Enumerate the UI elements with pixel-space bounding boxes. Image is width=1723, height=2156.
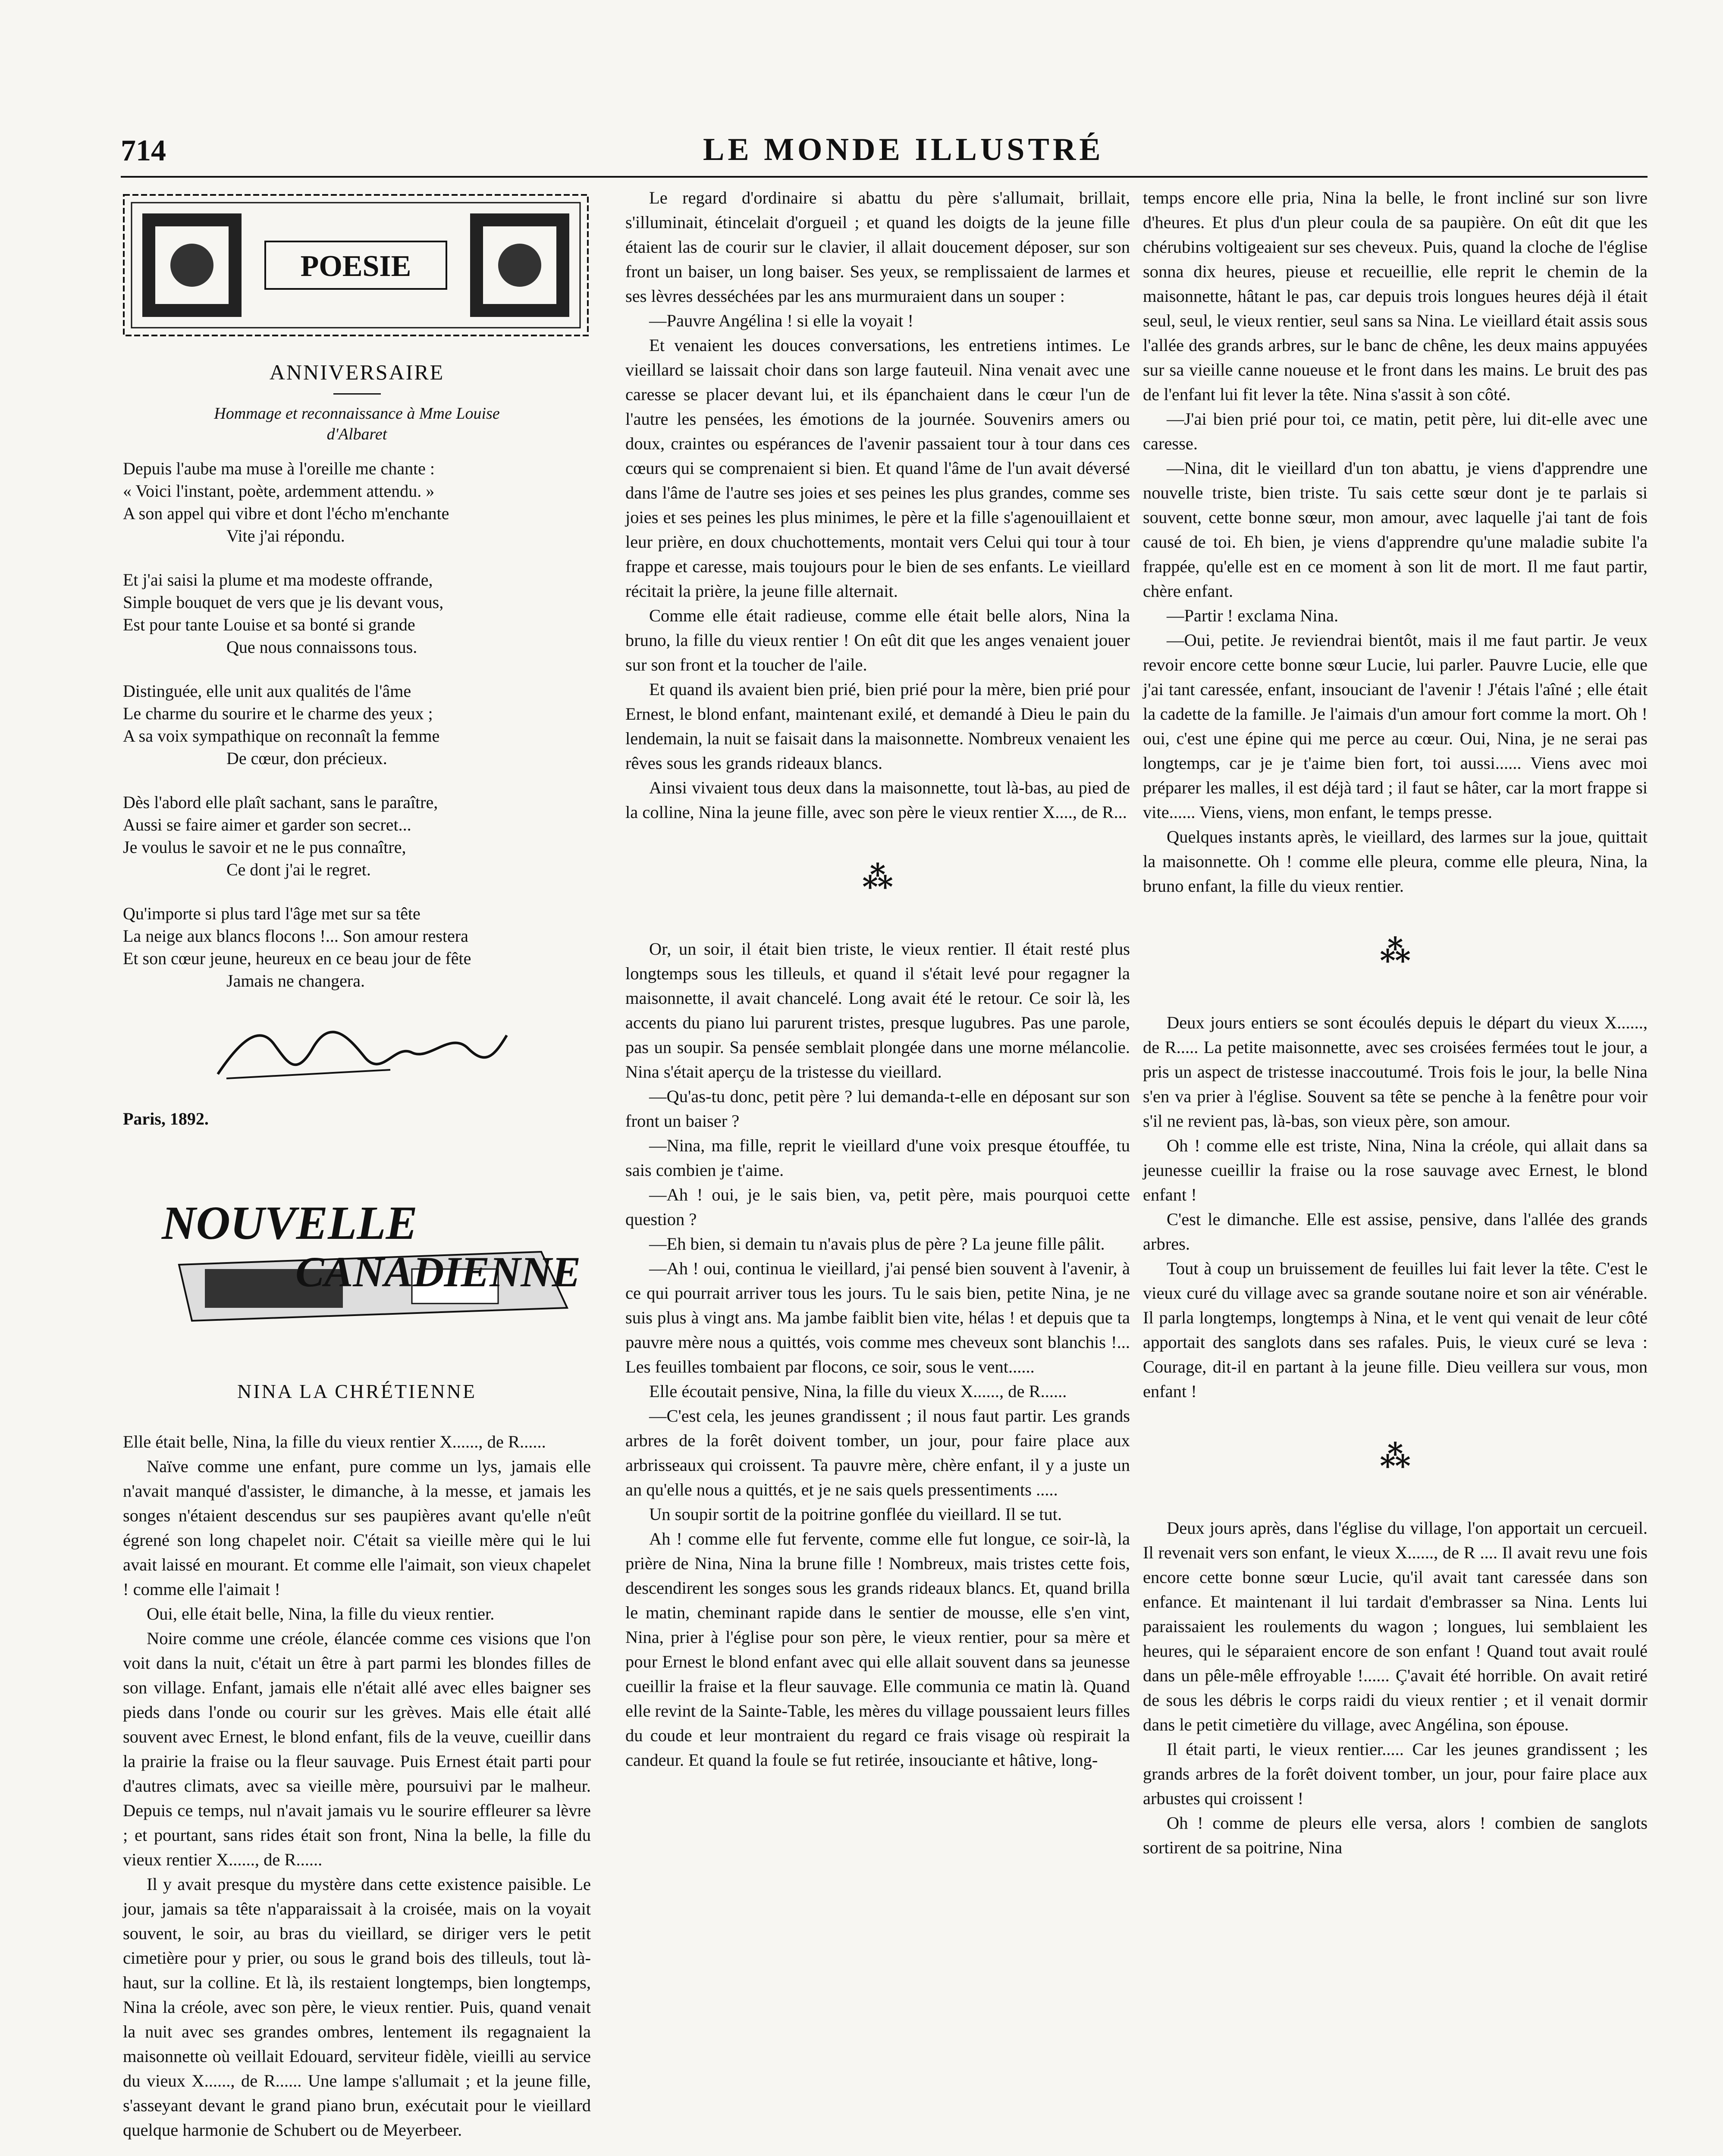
paragraph: Ah ! comme elle fut fervente, comme elle fut longue, ce soir-là, la prière de Nina, Nina la brune fille ! Nombreux, mais tristes cette fois, descendirent les songes sous les grands rideaux blancs. Et, quand brilla le matin, cheminant rapide dans le sentier de mousse, elle s'en vint, Nina, prier à l'église pour son père, le vieux rentier, pour sa mère et pour Ernest le blond enfant avec qui elle allait souvent dans sa jeunesse cueillir la fraise et la fleur sauvage. Elle communia ce matin là. Quand elle revint de la Sainte-Table, les mères du village poussaient leurs filles du coude et leur montraient du regard ce frais visage où respirait la candeur. Et quand la foule se fut retirée, insouciante et hâtive, long-	[625, 1529, 1130, 1770]
title-rule	[333, 393, 381, 395]
poesie-label: POESIE	[300, 250, 411, 283]
paragraph: Deux jours après, dans l'église du village, l'on apportait un cercueil. Il revenait vers son enfant, le vieux X......, de R .... Il avait revu une fois encore cette bonne sœur Lucie, qu'il avait tant caressée dans son enfance. Et maintenant il lui tardait d'embrasser sa Nina. Lents lui paraissaient les roulements du wagon ; longues, lui semblaient les heures, qui le séparaient encore de son enfant ! Quand tout avait roulé dans un pêle-mêle effroyable !...... Ç'avait été horrible. On avait retiré de sous les débris le corps raidi du vieux rentier ; et il venait dormir dans le petit cimetière du village, avec Angélina, son épouse.	[1143, 1518, 1648, 1734]
section-break-stars: ⁂	[862, 862, 893, 895]
paragraph: —J'ai bien prié pour toi, ce matin, petit père, lui dit-elle avec une caresse.	[1143, 409, 1648, 453]
page-header	[121, 125, 1648, 177]
paragraph: —Pauvre Angélina ! si elle la voyait !	[649, 311, 913, 330]
paragraph: —Nina, dit le vieillard d'un ton abattu, je viens d'apprendre une nouvelle triste, bien triste. Tu sais cette sœur dont je te parlais si souvent, cette bonne sœur, mon amour, avec laquelle j'ai tant de fois causé de toi. Eh bien, je viens d'apprendre qu'une maladie subite l'a frappée, qu'elle est en ce moment à son lit de mort. Il me faut partir, chère enfant.	[1143, 458, 1648, 601]
paragraph: Oh ! comme de pleurs elle versa, alors ! combien de sanglots sortirent de sa poitrine, Nina	[1143, 1813, 1648, 1857]
poem-stanza: Dès l'abord elle plaît sachant, sans le paraître, Aussi se faire aimer et garder son secret... Je voulus le savoir et ne le pus connaître, Ce dont j'ai le regret.	[123, 793, 438, 879]
poem-stanza: Depuis l'aube ma muse à l'oreille me chante : « Voici l'instant, poète, ardemment attendu. » A son appel qui vibre et dont l'écho m'enchante Vite j'ai répondu.	[123, 459, 449, 545]
paragraph: temps encore elle pria, Nina la belle, le front incliné sur son livre d'heures. Et plus d'un pleur coula de sa paupière. On eût dit que les chérubins voltigeaient sur ses cheveux. Puis, quand la cloche de l'église sonna dix heures, pieuse et recueillie, elle reprit le chemin de la maisonnette, hâtant le pas, car depuis trois longues heures déjà il était seul, seul, le vieux rentier, seul sans sa Nina. Le vieillard était assis sous l'allée des grands arbres, sur le banc de chêne, les deux mains appuyées sur sa vieille canne noueuse et le front dans les mains. Le bruit des pas de l'enfant lui fit lever la tête. Nina s'assit à son côté.	[1143, 188, 1648, 404]
journal-title: LE MONDE ILLUSTRÉ	[703, 132, 1104, 167]
poem-dedication: Hommage et reconnaissance à Mme Louise d'Albaret	[214, 404, 500, 443]
poem-stanza: Qu'importe si plus tard l'âge met sur sa tête La neige aux blancs flocons !... Son amour restera Et son cœur jeune, heureux en ce beau jour de fête Jamais ne changera.	[123, 904, 471, 990]
column-3	[1143, 185, 1648, 1860]
paragraph: Elle était belle, Nina, la fille du vieux rentier X......, de R......	[123, 1432, 546, 1451]
paragraph: Et venaient les douces conversations, les entretiens intimes. Le vieillard se laissait choir dans son large fauteuil. Nina venait avec une caresse se placer devant lui, et ils épanchaient dans le cœur l'un de l'autre les pensées, les émotions de la journée. Souvenirs amers ou doux, craintes ou espérances de l'avenir passaient tour à tour dans ces cœurs qui se comprenaient si bien. Et quand l'âme de l'un avait déversé dans l'âme de l'autre ses joies et ses peines les plus grandes, comme ses joies et ses peines les plus minimes, le père et la fille s'agenouillaient et leur prière, en doux chuchottements, montait vers Celui qui tour à tour frappe et caresse, mais toujours pour le bien de ses enfants. Le vieillard récitait la prière, la jeune fille alternait.	[625, 335, 1130, 601]
paragraph: Deux jours entiers se sont écoulés depuis le départ du vieux X......, de R..... La petite maisonnette, avec ses croisées fermées tout le jour, a pris un aspect de tristesse inaccoutumé. Trois fois le jour, la belle Nina s'en va prier à l'église. Souvent sa tête se penche à la fenêtre pour voir s'il ne revient pas, là-bas, son vieux père, son amour.	[1143, 1013, 1648, 1131]
paragraph: —Qu'as-tu donc, petit père ? lui demanda-t-elle en déposant sur son front un baiser ?	[625, 1087, 1130, 1131]
paragraph: Oui, elle était belle, Nina, la fille du vieux rentier.	[147, 1604, 495, 1623]
poem-title: ANNIVERSAIRE	[269, 360, 445, 384]
paragraph: Un soupir sortit de la poitrine gonflée du vieillard. Il se tut.	[649, 1504, 1062, 1524]
poesie-banner	[123, 194, 589, 336]
section-break-stars: ⁂	[1380, 1441, 1411, 1474]
canadienne-label: CANADIENNE	[295, 1248, 581, 1296]
paragraph: Noire comme une créole, élancée comme ces visions que l'on voit dans la nuit, c'était un être à part parmi les blondes filles de son village. Enfant, jamais elle n'était allé avec elles baigner ses pieds dans l'onde ou courir sur les grèves. Mais elle était allé souvent avec Ernest, le blond enfant, fils de la veuve, cueillir dans la prairie la fraise ou la fleur sauvage. Puis Ernest était parti pour d'autres climats, avec sa vieille mère, poursuivi par le malheur. Depuis ce temps, nul n'avait jamais vu le sourire effleurer sa lèvre ; et pourtant, sans rides était son front, Nina la belle, la fille du vieux rentier X......, de R......	[123, 1629, 591, 1869]
paragraph: Tout à coup un bruissement de feuilles lui fait lever la tête. C'est le vieux curé du village avec sa grande soutane noire et son air vénérable. Il parla longtemps, longtemps à Nina, et le vent qui venait de leur côté apportait des sanglots dans ses rafales. Puis, le vieux curé se leva : Courage, dit-il en partant à la jeune fille. Dieu veillera sur vous, mon enfant !	[1143, 1259, 1648, 1401]
paragraph: —C'est cela, les jeunes grandissent ; il nous faut partir. Les grands arbres de la forêt doivent tomber, un jour, pour faire place aux arbrisseaux qui croissent. Ta pauvre mère, chère enfant, il y a juste un an qu'elle nous a quittés, et je ne sais quels pressentiments .....	[625, 1406, 1130, 1499]
page-number: 714	[121, 134, 166, 167]
paragraph: Le regard d'ordinaire si abattu du père s'allumait, brillait, s'illuminait, étincelait d'orgueil ; et quand les doigts de la jeune fille étaient las de courir sur le clavier, il allait doucement déposer, sur son front un baiser, un long baiser. Ses yeux, se remplissaient de larmes et ses lèvres desséchées par les ans murmuraient dans un souper :	[625, 188, 1130, 306]
paragraph: —Ah ! oui, je le sais bien, va, petit père, mais pourquoi cette question ?	[625, 1185, 1130, 1229]
column-2	[625, 185, 1130, 1772]
paragraph: Quelques instants après, le vieillard, des larmes sur la joue, quittait la maisonnette. Oh ! comme elle pleura, comme elle pleura, Nina, la bruno enfant, la fille du vieux rentier.	[1143, 827, 1648, 896]
paragraph: Oh ! comme elle est triste, Nina, Nina la créole, qui allait dans sa jeunesse cueillir la fraise ou la rose sauvage avec Ernest, le blond enfant !	[1143, 1136, 1648, 1204]
paragraph: Or, un soir, il était bien triste, le vieux rentier. Il était resté plus longtemps sous les tilleuls, et quand il s'était levé pour regagner la maisonnette, il avait chancelé. Long avait été le retour. Ce soir là, les accents du piano lui parurent tristes, presque lugubres. Pas une parole, pas un soupir. Sa pensée semblait plongée dans une morne mélancolie. Nina s'était aperçu de la tristesse du vieillard.	[625, 939, 1130, 1081]
paragraph: —Oui, petite. Je reviendrai bientôt, mais il me faut partir. Je veux revoir encore cette bonne sœur Lucie, lui parler. Pauvre Lucie, elle que j'ai tant caressée, enfant, insouciant de l'avenir ! J'étais l'aîné ; elle était la cadette de la famille. Je l'aimais d'un amour fort comme la mort. Oh ! oui, c'est une épine qui me perce au cœur. Oui, Nina, je ne serai pas longtemps, car je je t'aime bien fort, toi aussi...... Viens avec moi préparer les malles, il est déjà tard ; il faut se hâter, car la mort frappe si vite...... Viens, viens, mon enfant, le temps presse.	[1143, 630, 1648, 822]
paragraph: Comme elle était radieuse, comme elle était belle alors, Nina la bruno, la fille du vieux rentier ! On eût dit que les anges venaient jouer sur son front et la toucher de l'aile.	[625, 606, 1130, 674]
nouvelle-label: NOUVELLE	[162, 1197, 417, 1249]
paragraph: Il était parti, le vieux rentier..... Car les jeunes grandissent ; les grands arbres de la forêt doivent tomber, un jour, pour faire place aux arbustes qui croissent !	[1143, 1739, 1648, 1808]
paragraph: Il y avait presque du mystère dans cette existence paisible. Le jour, jamais sa tête n'apparaissait à la croisée, mais on la voyait souvent, le soir, au bras du vieillard, se diriger vers le petit cimetière pour y prier, ou sous le grand bois des tilleuls, tout là-haut, sur la colline. Et là, ils restaient longtemps, bien longtemps, Nina la créole, avec son père, le vieux rentier. Puis, quand venait la nuit avec ses grandes ombres, lentement ils regagnaient la maisonnette où veillait Edouard, serviteur fidèle, vieilli au service du vieux X......, de R...... Une lampe s'allumait ; et la jeune fille, s'asseyant devant le grand piano brun, exécutait pour le vieillard quelque harmonie de Schubert ou de Meyerbeer.	[123, 1874, 591, 2140]
paragraph: Elle écoutait pensive, Nina, la fille du vieux X......, de R......	[649, 1382, 1067, 1401]
column-1	[123, 185, 591, 2142]
story-title: NINA LA CHRÉTIENNE	[237, 1380, 477, 1402]
signature-image	[209, 1018, 511, 1087]
paragraph: Naïve comme une enfant, pure comme un lys, jamais elle n'avait manqué d'assister, le dimanche, à la messe, et jamais les songes n'étaient descendus sur ses paupières avant qu'elle n'eût égrené son long chapelet noir. C'était sa vieille mère qui le lui avait laissé en mourant. Et comme elle l'aimait, son vieux chapelet ! comme elle l'aimait !	[123, 1457, 591, 1599]
header-rule	[121, 176, 1648, 178]
poem-dateline: Paris, 1892.	[123, 1109, 209, 1128]
nouvelle-canadienne-banner	[153, 1183, 584, 1325]
paragraph: —Eh bien, si demain tu n'avais plus de père ? La jeune fille pâlit.	[649, 1234, 1105, 1253]
paragraph: C'est le dimanche. Elle est assise, pensive, dans l'allée des grands arbres.	[1143, 1210, 1648, 1253]
poem-stanza: Distinguée, elle unit aux qualités de l'âme Le charme du sourire et le charme des yeux ; A sa voix sympathique on reconnaît la femme De cœur, don précieux.	[123, 681, 440, 768]
paragraph: —Partir ! exclama Nina.	[1167, 606, 1339, 625]
poem-stanza: Et j'ai saisi la plume et ma modeste offrande, Simple bouquet de vers que je lis devant vous, Est pour tante Louise et sa bonté si grande Que nous connaissons tous.	[123, 570, 444, 657]
paragraph: —Nina, ma fille, reprit le vieillard d'une voix presque étouffée, tu sais combien je t'aime.	[625, 1136, 1130, 1180]
paragraph: Et quand ils avaient bien prié, bien prié pour la mère, bien prié pour Ernest, le blond enfant, maintenant exilé, et demandé à Dieu le pain du lendemain, la nuit se faisait dans la maisonnette. Nombreux venaient les rêves sous les grands rideaux blancs.	[625, 680, 1130, 773]
paragraph: Ainsi vivaient tous deux dans la maisonnette, tout là-bas, au pied de la colline, Nina la jeune fille, avec son père le vieux rentier X...., de R...	[625, 778, 1130, 822]
paragraph: —Ah ! oui, continua le vieillard, j'ai pensé bien souvent à l'avenir, à ce qui pourrait arriver tous les jours. Tu le sais bien, petite Nina, je ne suis plus à vingt ans. Ma jambe faiblit bien vite, hélas ! et depuis que ta pauvre mère nous a quittés, vois comme mes cheveux sont blanchis !... Les feuilles tombaient par flocons, ce soir, sous le vent......	[625, 1259, 1130, 1376]
section-break-stars: ⁂	[1380, 935, 1411, 968]
